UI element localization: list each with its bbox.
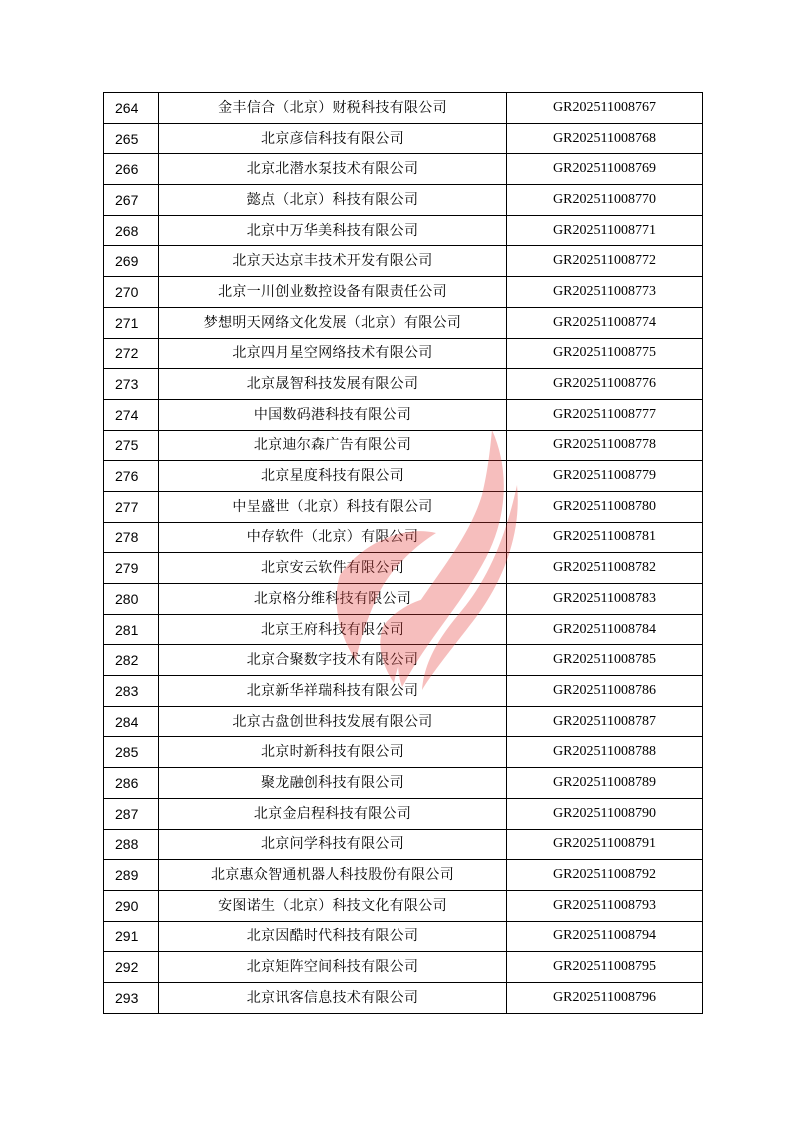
certificate-code-cell: GR202511008769	[507, 154, 703, 185]
certificate-code-cell: GR202511008772	[507, 246, 703, 277]
certificate-code-cell: GR202511008794	[507, 921, 703, 952]
certificate-code-cell: GR202511008781	[507, 522, 703, 553]
certificate-code-cell: GR202511008796	[507, 982, 703, 1013]
certificate-code-cell: GR202511008786	[507, 676, 703, 707]
row-number-cell: 274	[104, 399, 159, 430]
certificate-code-cell: GR202511008792	[507, 860, 703, 891]
company-name-cell: 北京合聚数字技术有限公司	[159, 645, 507, 676]
company-name-cell: 北京矩阵空间科技有限公司	[159, 952, 507, 983]
table-row	[104, 399, 703, 430]
company-name-cell: 北京格分维科技有限公司	[159, 584, 507, 615]
certificate-code-cell: GR202511008773	[507, 277, 703, 308]
certificate-code-cell: GR202511008782	[507, 553, 703, 584]
company-name-cell: 北京惠众智通机器人科技股份有限公司	[159, 860, 507, 891]
row-number-cell: 271	[104, 307, 159, 338]
row-number-cell: 277	[104, 491, 159, 522]
row-number-cell: 264	[104, 93, 159, 124]
company-name-cell: 北京因酷时代科技有限公司	[159, 921, 507, 952]
table-row	[104, 430, 703, 461]
company-name-cell: 北京天达京丰技术开发有限公司	[159, 246, 507, 277]
company-name-cell: 懿点（北京）科技有限公司	[159, 185, 507, 216]
company-name-cell: 北京四月星空网络技术有限公司	[159, 338, 507, 369]
company-name-cell: 北京星度科技有限公司	[159, 461, 507, 492]
row-number-cell: 278	[104, 522, 159, 553]
company-name-cell: 金丰信合（北京）财税科技有限公司	[159, 93, 507, 124]
table-row	[104, 154, 703, 185]
company-name-cell: 北京一川创业数控设备有限责任公司	[159, 277, 507, 308]
row-number-cell: 275	[104, 430, 159, 461]
certificate-code-cell: GR202511008787	[507, 706, 703, 737]
company-name-cell: 北京金启程科技有限公司	[159, 798, 507, 829]
certificate-code-cell: GR202511008789	[507, 768, 703, 799]
table-row	[104, 93, 703, 124]
certificate-code-cell: GR202511008791	[507, 829, 703, 860]
row-number-cell: 289	[104, 860, 159, 891]
certificate-code-cell: GR202511008788	[507, 737, 703, 768]
certificate-code-cell: GR202511008778	[507, 430, 703, 461]
row-number-cell: 276	[104, 461, 159, 492]
company-name-cell: 北京王府科技有限公司	[159, 614, 507, 645]
table-row	[104, 829, 703, 860]
certificate-code-cell: GR202511008793	[507, 890, 703, 921]
table-body	[104, 93, 703, 1014]
certificate-table	[103, 92, 703, 1014]
certificate-code-cell: GR202511008768	[507, 123, 703, 154]
table-row	[104, 614, 703, 645]
table-row	[104, 185, 703, 216]
table-row	[104, 584, 703, 615]
certificate-code-cell: GR202511008779	[507, 461, 703, 492]
row-number-cell: 267	[104, 185, 159, 216]
certificate-code-cell: GR202511008780	[507, 491, 703, 522]
table-row	[104, 123, 703, 154]
table-row	[104, 798, 703, 829]
table-row	[104, 277, 703, 308]
certificate-code-cell: GR202511008775	[507, 338, 703, 369]
certificate-code-cell: GR202511008770	[507, 185, 703, 216]
table-row	[104, 706, 703, 737]
table-row	[104, 246, 703, 277]
certificate-code-cell: GR202511008785	[507, 645, 703, 676]
company-name-cell: 安图诺生（北京）科技文化有限公司	[159, 890, 507, 921]
row-number-cell: 291	[104, 921, 159, 952]
table-row	[104, 307, 703, 338]
company-name-cell: 北京古盘创世科技发展有限公司	[159, 706, 507, 737]
row-number-cell: 273	[104, 369, 159, 400]
table-row	[104, 461, 703, 492]
table-row	[104, 860, 703, 891]
row-number-cell: 280	[104, 584, 159, 615]
certificate-code-cell: GR202511008795	[507, 952, 703, 983]
row-number-cell: 270	[104, 277, 159, 308]
certificate-code-cell: GR202511008783	[507, 584, 703, 615]
company-name-cell: 梦想明天网络文化发展（北京）有限公司	[159, 307, 507, 338]
company-name-cell: 中存软件（北京）有限公司	[159, 522, 507, 553]
company-name-cell: 北京中万华美科技有限公司	[159, 215, 507, 246]
company-name-cell: 北京时新科技有限公司	[159, 737, 507, 768]
table-row	[104, 890, 703, 921]
table-row	[104, 369, 703, 400]
row-number-cell: 287	[104, 798, 159, 829]
table-row	[104, 645, 703, 676]
certificate-code-cell: GR202511008771	[507, 215, 703, 246]
certificate-code-cell: GR202511008784	[507, 614, 703, 645]
row-number-cell: 272	[104, 338, 159, 369]
company-name-cell: 中国数码港科技有限公司	[159, 399, 507, 430]
row-number-cell: 269	[104, 246, 159, 277]
table-row	[104, 338, 703, 369]
certificate-code-cell: GR202511008767	[507, 93, 703, 124]
company-name-cell: 北京讯客信息技术有限公司	[159, 982, 507, 1013]
table-row	[104, 676, 703, 707]
certificate-code-cell: GR202511008774	[507, 307, 703, 338]
row-number-cell: 284	[104, 706, 159, 737]
row-number-cell: 268	[104, 215, 159, 246]
certificate-code-cell: GR202511008776	[507, 369, 703, 400]
row-number-cell: 279	[104, 553, 159, 584]
company-name-cell: 北京问学科技有限公司	[159, 829, 507, 860]
row-number-cell: 283	[104, 676, 159, 707]
company-name-cell: 北京北潜水泵技术有限公司	[159, 154, 507, 185]
company-name-cell: 北京彦信科技有限公司	[159, 123, 507, 154]
row-number-cell: 285	[104, 737, 159, 768]
table-row	[104, 952, 703, 983]
table-row	[104, 215, 703, 246]
table-row	[104, 491, 703, 522]
table-row	[104, 553, 703, 584]
table-row	[104, 522, 703, 553]
certificate-code-cell: GR202511008790	[507, 798, 703, 829]
company-name-cell: 北京新华祥瑞科技有限公司	[159, 676, 507, 707]
row-number-cell: 282	[104, 645, 159, 676]
row-number-cell: 293	[104, 982, 159, 1013]
row-number-cell: 286	[104, 768, 159, 799]
row-number-cell: 290	[104, 890, 159, 921]
company-name-cell: 中呈盛世（北京）科技有限公司	[159, 491, 507, 522]
row-number-cell: 265	[104, 123, 159, 154]
table-row	[104, 737, 703, 768]
row-number-cell: 292	[104, 952, 159, 983]
table-row	[104, 768, 703, 799]
company-name-cell: 北京安云软件有限公司	[159, 553, 507, 584]
row-number-cell: 288	[104, 829, 159, 860]
company-name-cell: 北京晟智科技发展有限公司	[159, 369, 507, 400]
table-row	[104, 921, 703, 952]
certificate-code-cell: GR202511008777	[507, 399, 703, 430]
row-number-cell: 281	[104, 614, 159, 645]
company-name-cell: 北京迪尔森广告有限公司	[159, 430, 507, 461]
row-number-cell: 266	[104, 154, 159, 185]
table-row	[104, 982, 703, 1013]
company-name-cell: 聚龙融创科技有限公司	[159, 768, 507, 799]
